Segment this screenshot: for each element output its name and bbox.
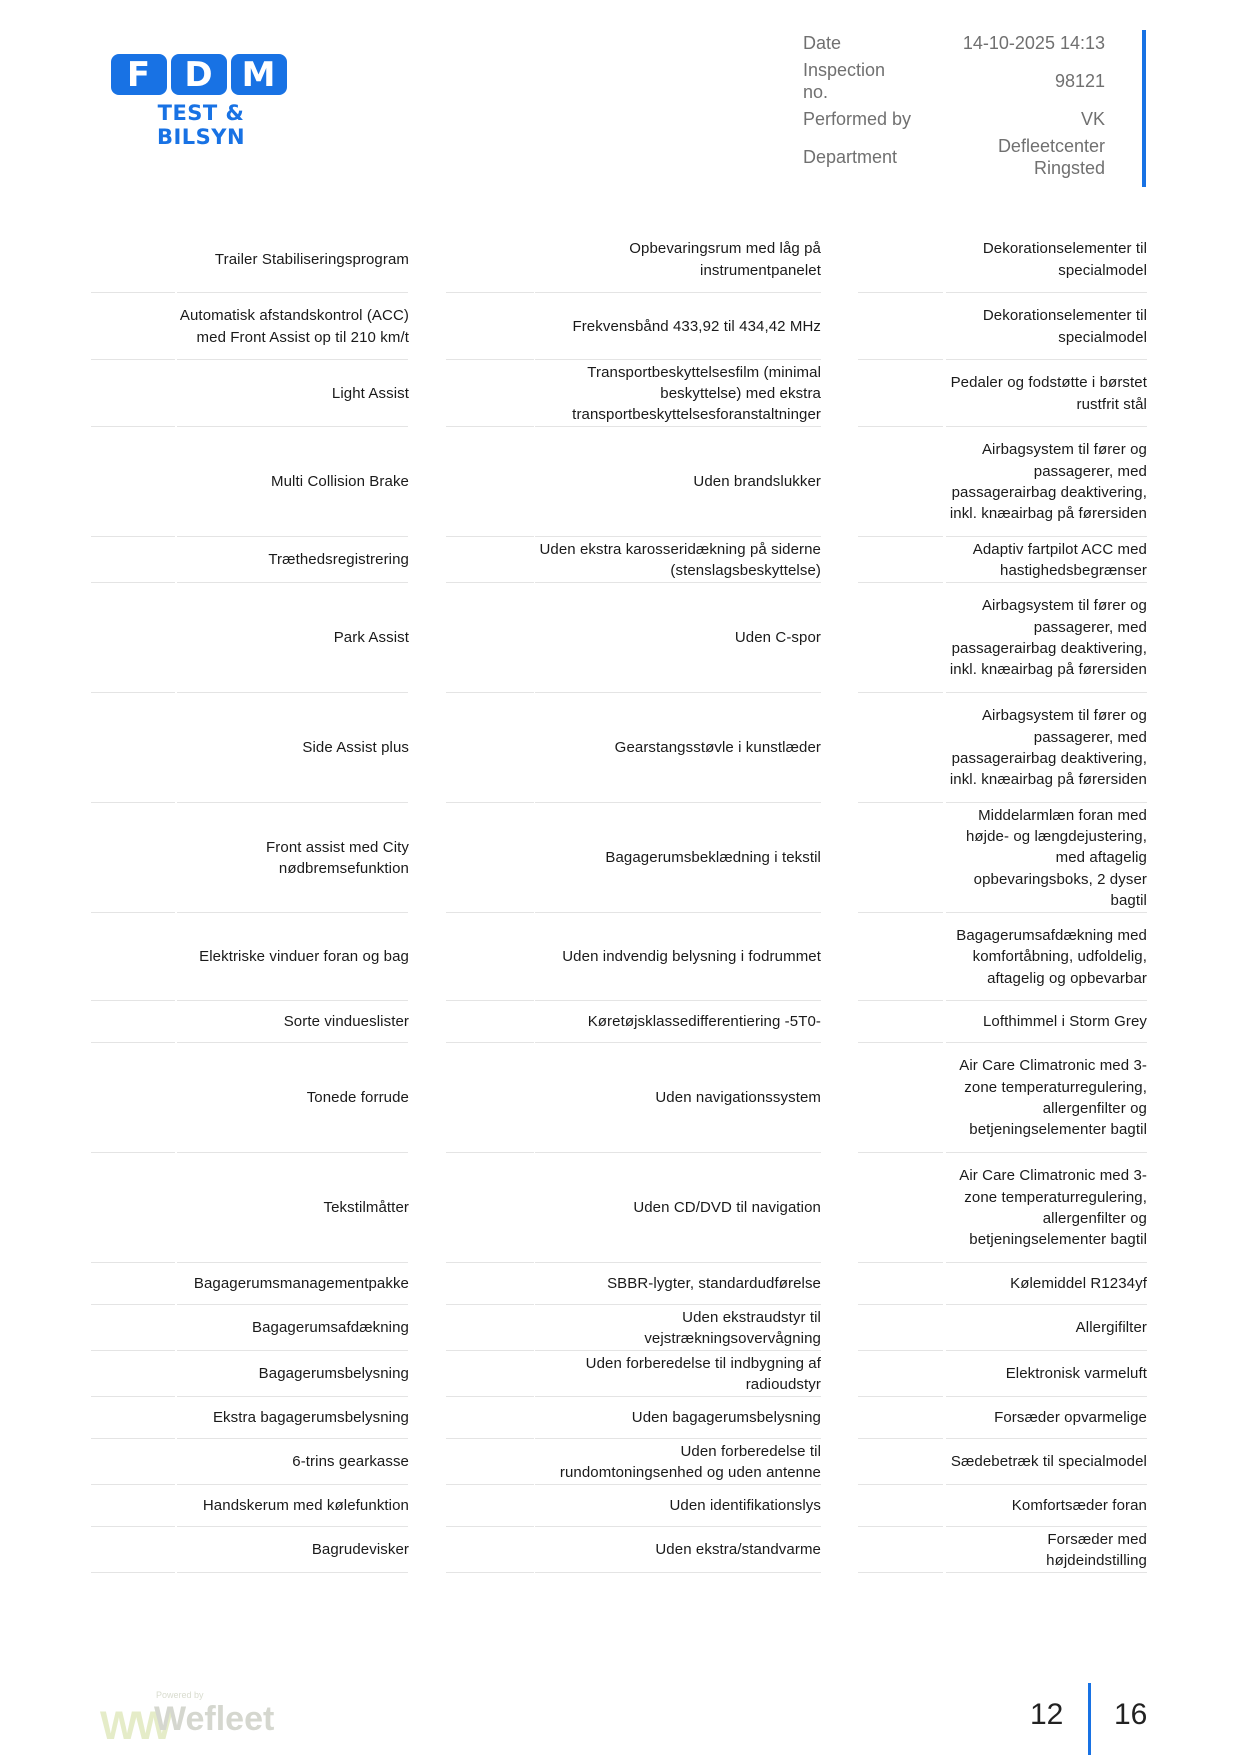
table-row xyxy=(0,1001,1240,1043)
table-cell-col2: Uden ekstra karosseridækning på siderne (stenslagsbeskyttelse) xyxy=(539,540,821,579)
table-row xyxy=(0,226,1240,293)
table-row xyxy=(0,693,1240,803)
table-row xyxy=(0,1397,1240,1439)
table-row xyxy=(0,1439,1240,1485)
logo-letter-f: F xyxy=(111,54,167,95)
table-cell-col3: Air Care Climatronic med 3-zone temperaturregulering, allergenfilter og betjeningselementer bagtil xyxy=(959,1167,1147,1249)
table-cell-col1: Multi Collision Brake xyxy=(271,473,409,491)
table-cell-col1: Træthedsregistrering xyxy=(268,551,409,569)
table-row xyxy=(0,803,1240,913)
table-cell-col2: Uden indvendig belysning i fodrummet xyxy=(562,948,821,966)
table-cell-col2: SBBR-lygter, standardudførelse xyxy=(607,1275,821,1293)
table-cell-col2: Uden identifikationslys xyxy=(669,1497,821,1515)
row-divider xyxy=(177,1572,408,1573)
wefleet-logo xyxy=(100,1690,285,1748)
table-row xyxy=(0,360,1240,427)
table-row xyxy=(0,583,1240,693)
table-cell-col1: Bagagerumsafdækning xyxy=(252,1319,409,1337)
table-cell-col2: Uden bagagerumsbelysning xyxy=(631,1409,821,1427)
table-cell-col1: Tekstilmåtter xyxy=(323,1199,409,1217)
table-cell-col3: Komfortsæder foran xyxy=(1011,1497,1147,1515)
table-cell-col1: Sorte vindueslister xyxy=(283,1013,409,1031)
meta-row-department xyxy=(803,132,1105,182)
meta-row-inspection-no xyxy=(803,56,1105,106)
table-row xyxy=(0,1043,1240,1153)
table-cell-col3: Middelarmlæn foran med højde- og længdejustering, med aftagelig opbevaringsboks, 2 dyser bagtil xyxy=(965,806,1147,909)
table-cell-col2: Bagagerumsbeklædning i tekstil xyxy=(605,849,821,867)
meta-accent-bar xyxy=(1142,30,1146,187)
meta-value: 14-10-2025 14:13 xyxy=(962,33,1105,53)
row-divider xyxy=(535,1572,821,1573)
meta-label: Date xyxy=(803,33,842,53)
table-row xyxy=(0,537,1240,583)
wefleet-wordmark: Wefleet xyxy=(154,1700,275,1738)
table-cell-col3: Dekorationselementer til specialmodel xyxy=(982,240,1147,279)
table-cell-col3: Airbagsystem til fører og passagerer, med passagerairbag deaktivering, inkl. knæairbag på førersiden xyxy=(949,597,1147,679)
table-row xyxy=(0,913,1240,1001)
table-cell-col2: Frekvensbånd 433,92 til 434,42 MHz xyxy=(572,317,821,335)
meta-label: Inspection no. xyxy=(803,60,886,102)
meta-row-performed-by xyxy=(803,106,1105,132)
table-row xyxy=(0,1153,1240,1263)
row-divider xyxy=(91,1572,175,1573)
table-cell-col2: Opbevaringsrum med låg på instrumentpanelet xyxy=(629,240,821,279)
table-cell-col2: Uden forberedelse til indbygning af radioudstyr xyxy=(585,1354,821,1393)
table-cell-col3: Dekorationselementer til specialmodel xyxy=(982,307,1147,346)
table-cell-col1: Side Assist plus xyxy=(302,739,409,757)
page-current: 12 xyxy=(1030,1698,1064,1731)
table-cell-col3: Elektronisk varmeluft xyxy=(1005,1365,1147,1383)
table-cell-col1: Front assist med City nødbremsefunktion xyxy=(266,838,409,877)
table-cell-col2: Uden C-spor xyxy=(734,629,821,647)
meta-label: Department xyxy=(803,147,898,167)
table-row xyxy=(0,1263,1240,1305)
table-cell-col1: Bagagerumsbelysning xyxy=(258,1365,409,1383)
table-cell-col2: Uden brandslukker xyxy=(693,473,821,491)
table-row xyxy=(0,1485,1240,1527)
table-row xyxy=(0,1351,1240,1397)
table-cell-col3: Adaptiv fartpilot ACC med hastighedsbegrænser xyxy=(972,540,1147,579)
table-cell-col2: Uden navigationssystem xyxy=(655,1089,821,1107)
inspection-meta xyxy=(803,30,1105,182)
table-cell-col2: Køretøjsklassedifferentiering -5T0- xyxy=(587,1013,821,1031)
table-cell-col3: Airbagsystem til fører og passagerer, med passagerairbag deaktivering, inkl. knæairbag på førersiden xyxy=(949,441,1147,523)
logo-letter-d: D xyxy=(171,54,227,95)
table-cell-col3: Sædebetræk til specialmodel xyxy=(950,1453,1147,1471)
meta-value: Defleetcenter Ringsted xyxy=(997,136,1105,178)
table-cell-col1: Elektriske vinduer foran og bag xyxy=(199,948,409,966)
table-cell-col3: Lofthimmel i Storm Grey xyxy=(982,1013,1147,1031)
table-cell-col1: Bagrudevisker xyxy=(311,1541,409,1559)
meta-label: Performed by xyxy=(803,109,912,129)
row-divider xyxy=(858,1572,943,1573)
table-cell-col3: Airbagsystem til fører og passagerer, med passagerairbag deaktivering, inkl. knæairbag på førersiden xyxy=(949,707,1147,789)
table-row xyxy=(0,293,1240,360)
powered-by-text: Powered by xyxy=(156,1690,204,1700)
table-cell-col3: Air Care Climatronic med 3-zone temperaturregulering, allergenfilter og betjeningselementer bagtil xyxy=(959,1057,1147,1139)
table-cell-col3: Bagagerumsafdækning med komfortåbning, udfoldelig, aftagelig og opbevarbar xyxy=(956,927,1147,987)
table-cell-col3: Pedaler og fodstøtte i børstet rustfrit stål xyxy=(950,374,1147,413)
table-cell-col3: Allergifilter xyxy=(1075,1319,1147,1337)
table-cell-col1: Automatisk afstandskontrol (ACC) med Front Assist op til 210 km/t xyxy=(179,307,409,346)
table-cell-col2: Uden ekstraudstyr til vejstrækningsovervågning xyxy=(644,1308,821,1347)
wefleet-mark-icon: WW xyxy=(100,1704,170,1748)
row-divider xyxy=(446,1572,534,1573)
table-cell-col1: Park Assist xyxy=(333,629,409,647)
row-divider xyxy=(946,1572,1147,1573)
table-row xyxy=(0,1527,1240,1573)
table-row xyxy=(0,1305,1240,1351)
table-cell-col2: Uden forberedelse til rundomtoningsenhed og uden antenne xyxy=(559,1442,821,1481)
meta-value: VK xyxy=(1080,109,1105,129)
page-divider xyxy=(1088,1683,1091,1755)
table-cell-col2: Gearstangsstøvle i kunstlæder xyxy=(614,739,821,757)
table-cell-col1: Handskerum med kølefunktion xyxy=(202,1497,409,1515)
logo-subtitle: TEST & BILSYN xyxy=(156,101,246,149)
table-cell-col1: Tonede forrude xyxy=(306,1089,409,1107)
table-cell-col1: 6-trins gearkasse xyxy=(292,1453,409,1471)
table-cell-col2: Uden CD/DVD til navigation xyxy=(633,1199,821,1217)
equipment-table xyxy=(0,226,1240,1573)
table-cell-col3: Forsæder med højdeindstilling xyxy=(1046,1530,1147,1569)
table-cell-col1: Trailer Stabiliseringsprogram xyxy=(214,250,409,268)
table-cell-col2: Transportbeskyttelsesfilm (minimal beskyttelse) med ekstra transportbeskyttelsesforanstaltninger xyxy=(572,363,821,424)
logo-letter-m: M xyxy=(231,54,287,95)
table-cell-col3: Kølemiddel R1234yf xyxy=(1010,1275,1147,1293)
fdm-logo xyxy=(111,54,291,149)
meta-value: 98121 xyxy=(1054,71,1105,91)
page-total: 16 xyxy=(1114,1698,1148,1731)
table-cell-col1: Bagagerumsmanagementpakke xyxy=(193,1275,409,1293)
table-cell-col1: Ekstra bagagerumsbelysning xyxy=(212,1409,409,1427)
table-row xyxy=(0,427,1240,537)
table-cell-col1: Light Assist xyxy=(331,384,409,402)
table-cell-col2: Uden ekstra/standvarme xyxy=(655,1541,821,1559)
table-cell-col3: Forsæder opvarmelige xyxy=(994,1409,1147,1427)
meta-row-date xyxy=(803,30,1105,56)
